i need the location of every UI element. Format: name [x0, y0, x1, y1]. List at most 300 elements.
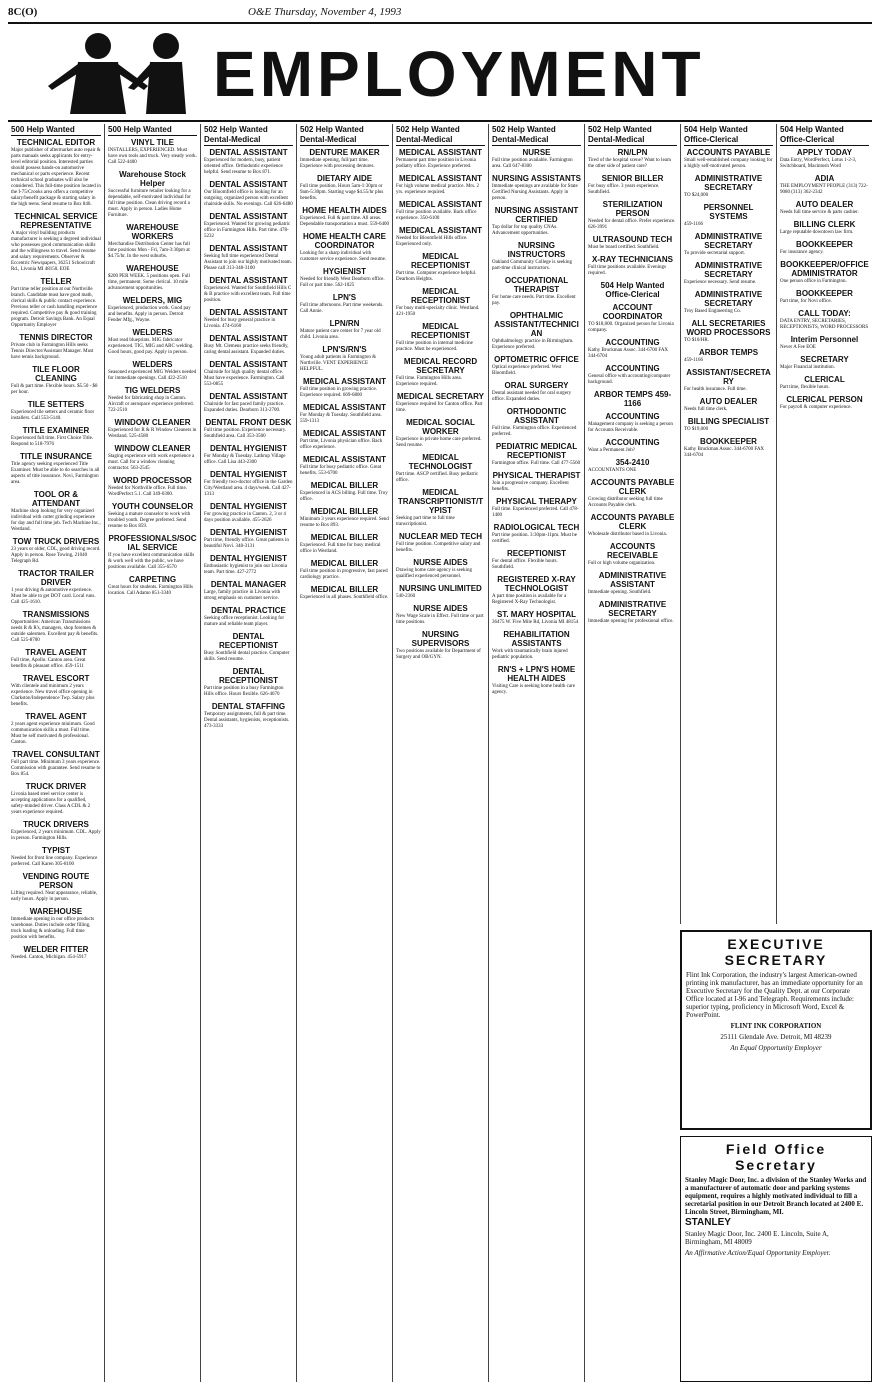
ad-title: CARPETING: [128, 575, 177, 584]
column-5: [392, 124, 488, 1382]
classified-ad: [780, 200, 869, 216]
ad-body: Young adult patients in Farmington & Northville. VENT EXPERIENCE HELPFUL.: [300, 355, 377, 372]
ad-title: EXECUTIVE SECRETARY: [724, 936, 828, 968]
ad-body: Part time, Livonia physician office. Back office experience.: [300, 439, 383, 450]
classified-ad: [588, 412, 677, 434]
classified-ad: [204, 244, 293, 272]
classified-ad: [204, 606, 293, 628]
ad-title: ADMINISTRATIVE SECRETARY: [694, 290, 763, 308]
ad-body: Immediate opening for professional office.: [588, 619, 674, 624]
ad-body: Dental assistant needed for oral surgery office. Expanded duties.: [492, 391, 572, 402]
ad-title: TRAVEL AGENT: [25, 712, 87, 721]
ad-body: Full or high volume organization.: [588, 561, 656, 566]
classified-ad: [300, 403, 389, 425]
classified-ad: [588, 478, 677, 509]
ad-title: BILLING SPECIALIST: [687, 417, 770, 426]
ad-title: Interim Personnel: [790, 335, 859, 344]
classified-ad: [396, 488, 485, 528]
ad-title: TITLE EXAMINER: [22, 426, 90, 435]
ad-body: Oakland Community College is seeking part-time clinical instructors.: [492, 260, 572, 271]
ad-title: SECRETARY: [800, 355, 849, 364]
ad-body: Part time position in a busy Farmington Hills office. Hours flexible. 626-4670: [204, 686, 284, 697]
ad-body: Seeking a mature counselor to work with troubled youth. Degree preferred. Send resume to Box 859.: [108, 512, 191, 529]
classified-ad: [11, 365, 101, 396]
ad-title: TILE SETTERS: [27, 400, 85, 409]
classified-ad: [492, 174, 581, 202]
ad-body: Seeking office receptionist. Looking for mature and reliable team player.: [204, 616, 285, 627]
ad-body: Major publisher of aftermarket auto repair & parts manuals seeks applicants for entry-level editorial position. Interested parties should possess hands-on automotive mechanical or parts experience. Recent technical school graduates will also be considered. This full-time position located in the I-75/Crooks area offers a competitive salary/benefit package & starting salary in the high teens. Send resume to Box 846.: [11, 148, 101, 207]
ad-body: Seasoned experienced MIG Welders needed for immediate openings. Call 422-2510: [108, 370, 197, 381]
ad-title: DENTAL HYGIENIST: [209, 444, 288, 453]
classified-ad: [11, 674, 101, 708]
ad-title: DENTAL ASSISTANT: [209, 392, 288, 401]
ad-body: $200 PER WEEK. 5 positions open. Full time, permanent. Some clerical. 10 mile advancement opportunities.: [108, 274, 190, 291]
ad-body: Tired of the hospital scene? Want to learn the other side of patient care?: [588, 158, 672, 169]
classified-ad: [11, 212, 101, 273]
ad-title: TRAVEL AGENT: [25, 648, 87, 657]
ad-body: Busy Southfield dental practice. Computer skills. Send resume.: [204, 651, 290, 662]
classified-ad: [684, 348, 773, 364]
dateline: O&E Thursday, November 4, 1993: [248, 6, 402, 18]
ad-title: HYGIENIST: [322, 267, 367, 276]
ad-address: Stanley Magic Door, Inc. 2400 E. Lincoln, Suite A, Birmingham, MI 48009: [685, 1230, 829, 1246]
ad-title: ACCOUNTS PAYABLE CLERK: [590, 513, 675, 531]
ad-title: ASSISTANT/SECRETARY: [686, 368, 771, 386]
classified-columns: [8, 124, 872, 1382]
ad-title: DENTAL ASSISTANT: [209, 334, 288, 343]
ad-title: ADMINISTRATIVE ASSISTANT: [598, 571, 667, 589]
ad-title: WAREHOUSE WORKERS: [126, 223, 179, 241]
ad-title: MEDICAL BILLER: [310, 559, 379, 568]
ad-title: Warehouse Stock Helper: [119, 170, 186, 188]
executive-secretary-ad: [680, 930, 872, 1130]
classified-ad: [588, 200, 677, 231]
classified-ad: [588, 303, 677, 334]
ad-title: WAREHOUSE: [29, 907, 83, 916]
column-6: [488, 124, 584, 1382]
ad-body: Large, family practice in Livonia with strong emphasis on customer service.: [204, 590, 281, 601]
ad-title: MEDICAL ASSISTANT: [399, 226, 482, 235]
ad-body: For busy office. 3 years experience. Southfield.: [588, 184, 660, 195]
ad-title: MEDICAL ASSISTANT: [303, 429, 386, 438]
ad-body: Experience in private home care preferred. Send resume.: [396, 437, 482, 448]
ad-body: Farmington office. Full time. Call 477-5560: [492, 461, 581, 466]
ad-body: Full time. Farmington office. Experienced preferred.: [492, 426, 577, 437]
ad-body: One person office in Farmington.: [780, 279, 847, 284]
classified-ad: [11, 400, 101, 422]
column-heading: 504 Help Wanted Office-Clerical: [780, 125, 869, 146]
ad-title: AUTO DEALER: [699, 397, 758, 406]
classified-ad: [11, 277, 101, 329]
ad-title: TRUCK DRIVER: [25, 782, 87, 791]
classified-ad: [684, 417, 773, 433]
classified-ad: [204, 580, 293, 602]
ad-title: SENIOR BILLER: [601, 174, 664, 183]
ad-title: TECHNICAL SERVICE REPRESENTATIVE: [14, 212, 98, 230]
ad-title: DENTAL ASSISTANT: [209, 360, 288, 369]
ad-title: ST. MARY HOSPITAL: [497, 610, 576, 619]
ad-body: ACCOUNTANTS ONE: [588, 468, 637, 473]
ad-body: TO $10/HR.: [684, 338, 709, 343]
ad-title: LPN/RN: [329, 319, 360, 328]
ad-title: REHABILITATION ASSISTANTS: [503, 630, 570, 648]
classified-ad: [396, 148, 485, 170]
ad-body: Experienced in all phases. Southfield office.: [300, 595, 389, 600]
ad-title: MEDICAL BILLER: [310, 481, 379, 490]
classified-ad: [300, 345, 389, 373]
ad-title: HOME HEALTH CARE COORDINATOR: [303, 232, 386, 250]
page-number: 8C(O): [8, 6, 38, 18]
classified-ad: [11, 610, 101, 644]
column-2: [104, 124, 200, 1382]
classified-ad: [204, 667, 293, 698]
ad-title: TRAVEL CONSULTANT: [12, 750, 100, 759]
classified-ad: [204, 502, 293, 524]
ad-body: Full time position. Experience necessary. Southfield area. Call 353-3500: [204, 428, 287, 439]
classified-ad: [684, 397, 773, 413]
column-heading: 504 Help Wanted Office-Clerical: [684, 125, 773, 146]
ad-title: MEDICAL RECORD SECRETARY: [403, 357, 478, 375]
ad-title: DENTAL HYGIENIST: [209, 470, 288, 479]
ad-body: Needed for busy general practice in Livonia. 474-6160: [204, 318, 276, 329]
ad-title: PERSONNEL SYSTEMS: [703, 203, 754, 221]
ad-body: Experience necessary. Send resume.: [684, 280, 757, 285]
field-office-secretary-ad: [680, 1136, 872, 1382]
classified-ad: [108, 534, 197, 571]
classified-ad: [204, 392, 293, 414]
classified-ad: [300, 293, 389, 315]
ad-body: Full time. Experienced preferred. Call 478-1400: [492, 507, 579, 518]
ad-title: AUTO DEALER: [795, 200, 854, 209]
ad-title: OPTOMETRIC OFFICE: [494, 355, 579, 364]
ad-title: TOW TRUCK DRIVERS: [12, 537, 100, 546]
ad-title: TRACTOR TRAILER DRIVER: [18, 569, 94, 587]
ad-title: WINDOW CLEANER: [114, 418, 191, 427]
ad-title: HOME HEALTH AIDES: [302, 206, 387, 215]
ad-body: For health insurance. Full time.: [684, 387, 747, 392]
classified-ad: [492, 523, 581, 545]
ad-body: Immediate opening, full/part time. Experience with processing dentures.: [300, 158, 375, 169]
classified-ad: [780, 395, 869, 411]
ad-body: Full time, Apollo. Canton area. Great benefits & pleasant office. 459-1511: [11, 658, 86, 669]
ad-body: General office with accounting/computer background.: [588, 374, 671, 385]
ad-body: TO $18,000. Organized person for Livonia company.: [588, 322, 674, 333]
column-heading: 502 Help Wanted Dental-Medical: [492, 125, 581, 146]
classified-ad: [11, 846, 101, 868]
classified-ad: [204, 308, 293, 330]
ad-body: Never A Fee EOE: [780, 345, 816, 350]
ad-body: Needed for Northville office. Full time. WordPerfect 5.1. Call 349-0300.: [108, 486, 187, 497]
ad-title: STERILIZATION PERSON: [602, 200, 663, 218]
ad-title: ORAL SURGERY: [504, 381, 569, 390]
ad-body: 1 year driving & automotive experience. Must be able to get DOT card. Local runs. Call 425-1610.: [11, 588, 96, 605]
classified-ad: [204, 554, 293, 576]
ad-title: ORTHODONTIC ASSISTANT: [506, 407, 567, 425]
ad-title: BOOKKEEPER/OFFICE ADMINISTRATOR: [780, 260, 869, 278]
classified-ad: [684, 437, 773, 459]
ad-body: For busy multi-specialty clinic. Westland. 421-1950: [396, 306, 480, 317]
ad-title: ACCOUNTING: [605, 438, 660, 447]
ad-title: REGISTERED X-RAY TECHNOLOGIST: [497, 575, 576, 593]
ad-body: 23 years or older, CDL, good driving record. Apply in person. Rose Towing, 21040 Telegraph Rd.: [11, 547, 101, 564]
classified-ad: [204, 632, 293, 663]
ad-body: Experienced. Wanted for Southfield Hills C & B practice with excellent team. Full time position.: [204, 286, 292, 303]
masthead-rule: [8, 120, 872, 122]
classified-ad: [588, 390, 677, 408]
classified-ad: [492, 630, 581, 661]
ad-body: With clientele and minimum 2 years experience. New travel office opening in Clarkston/Independence Twp. Salary plus benefits.: [11, 684, 95, 707]
ad-title: CALL TODAY:: [798, 309, 851, 318]
ad-body: Needs full time service & parts cashier.: [780, 210, 859, 215]
classified-ad: [492, 276, 581, 307]
classified-ad: [588, 281, 677, 299]
ad-body: Needed for front line company. Experience preferred. Call Karen 305-8100: [11, 856, 98, 867]
classified-ad: [204, 180, 293, 208]
classified-ad: [588, 513, 677, 538]
ad-body: Our Bloomfield office is looking for an outgoing, organized person with excellent chairside skills. No evenings. Call 626-6480: [204, 190, 293, 207]
masthead: [8, 26, 872, 118]
ad-body: Permanent part time position in Livonia podiatry office. Experience preferred.: [396, 158, 476, 169]
classified-ad: [11, 569, 101, 606]
ad-body: Experienced, 2 years minimum. CDL. Apply in person. Farmington Hills.: [11, 830, 101, 841]
ad-title: NURSING SUPERVISORS: [411, 630, 470, 648]
ad-title: NURSE: [522, 148, 551, 157]
ad-title: TIG WELDERS: [124, 386, 181, 395]
classified-ad: [11, 820, 101, 842]
classified-ad: [396, 287, 485, 318]
classified-ad: [11, 426, 101, 448]
ad-title: TITLE INSURANCE: [20, 452, 92, 461]
ad-body: Part time, friendly office. Great patients in beautiful Novi. 348-3131: [204, 538, 289, 549]
ad-body: Wholesale distributor based in Livonia.: [588, 532, 668, 537]
classified-ad: [492, 148, 581, 170]
ad-body: Kathy Bruckman Assoc. 344-6700 FAX 344-6704: [684, 447, 765, 458]
ad-title: ADMINISTRATIVE SECRETARY: [598, 600, 667, 618]
ad-title: VINYL TILE: [131, 138, 174, 147]
column-heading: 502 Help Wanted Dental-Medical: [396, 125, 485, 146]
ad-title: YOUTH COUNSELOR: [111, 502, 194, 511]
ad-title: DENTAL STAFFING: [211, 702, 286, 711]
ad-title: TRAVEL ESCORT: [22, 674, 90, 683]
classified-ad: [108, 386, 197, 414]
ad-title: MEDICAL RECEPTIONIST: [410, 287, 471, 305]
ad-body: Minimum 3 years experience required. Send resume to Box 893.: [300, 517, 389, 528]
ad-body: Chairside for high quality dental office. Must have experience. Farmington. Call 553-0855: [204, 370, 285, 387]
classified-ad: [492, 442, 581, 467]
classified-ad: [108, 138, 197, 166]
ad-body: Experience required for Canton office. Part time.: [396, 402, 483, 413]
ad-title: NURSING ASSISTANTS: [492, 174, 581, 183]
classified-ad: [108, 328, 197, 356]
ad-title: DENTAL ASSISTANT: [209, 212, 288, 221]
ad-title: DENTURE MAKER: [309, 148, 380, 157]
ad-title: ACCOUNTING: [605, 364, 660, 373]
column-heading: 502 Help Wanted Dental-Medical: [300, 125, 389, 146]
ad-title: MEDICAL ASSISTANT: [303, 455, 386, 464]
ad-title: PHYSICAL THERAPIST: [492, 471, 581, 480]
ad-body: Drawing home care agency is seeking qualified experienced personnel.: [396, 568, 472, 579]
ad-title: ACCOUNT COORDINATOR: [602, 303, 663, 321]
ad-body: Immediate openings are available for State Certified Nursing Assistants. Apply in person.: [492, 184, 578, 201]
ad-title: BOOKKEEPER: [796, 289, 853, 298]
ad-title: MEDICAL RECEPTIONIST: [410, 252, 471, 270]
ad-title: MEDICAL BILLER: [310, 533, 379, 542]
ad-body: TO $24,000: [684, 193, 709, 198]
ad-title: MEDICAL ASSISTANT: [303, 377, 386, 386]
ad-title: MEDICAL BILLER: [310, 507, 379, 516]
classified-ad: [684, 368, 773, 393]
ad-body: Seeking part time to full time transcriptionist.: [396, 516, 455, 527]
classified-ad: [588, 571, 677, 596]
ad-body: THE EMPLOYMENT PEOPLE (313) 722-9080 (313) 362-2342: [780, 184, 868, 195]
ad-title: ADMINISTRATIVE SECRETARY: [694, 232, 763, 250]
ad-title: MEDICAL ASSISTANT: [399, 200, 482, 209]
column-heading: 500 Help Wanted: [108, 125, 197, 136]
ad-company: FLINT INK CORPORATION: [730, 1022, 822, 1030]
ad-title: DENTAL HYGIENIST: [209, 528, 288, 537]
ad-title: CLERICAL: [804, 375, 845, 384]
ad-body: Title agency seeking experienced Title Examiner. Must be able to do searches in all aspects of title insurance. Novi, Farmington area.: [11, 462, 100, 485]
ad-body: Work with traumatically brain injured pediatric population.: [492, 649, 568, 660]
classified-ad: [11, 907, 101, 941]
classified-ad: [396, 392, 485, 414]
ad-title: NURSE AIDES: [413, 604, 468, 613]
ad-body: 459-1166: [684, 222, 703, 227]
ad-body: Full time position in progressive, fast paced cardiology practice.: [300, 569, 388, 580]
classified-ad: [684, 148, 773, 170]
classified-ad: [300, 507, 389, 529]
ad-body: Full time position available. Farmington area. Call 647-8300: [492, 158, 573, 169]
ad-body: Must be board certified. Southfield.: [588, 245, 660, 250]
column-heading: 502 Help Wanted Dental-Medical: [204, 125, 293, 146]
classified-ad: [684, 203, 773, 228]
classified-ad: [11, 872, 101, 903]
ad-body: Major Financial institution.: [780, 365, 835, 370]
ad-title: WORD PROCESSOR: [113, 476, 192, 485]
ad-title: ULTRASOUND TECH: [592, 235, 673, 244]
ad-body: For growing practice in Canton. 2, 3 or 4 days position available. 455-2626: [204, 512, 286, 523]
ad-title: NURSING UNLIMITED: [399, 584, 482, 593]
classified-ad: [684, 232, 773, 257]
ad-body: Want a Permanent Job?: [588, 448, 635, 453]
classified-ad: [588, 458, 677, 474]
ad-body: INSTALLERS, EXPERIENCED. Must have own tools and truck. Very steady work. Call 522-4400: [108, 148, 197, 165]
ad-title: RECEPTIONIST: [506, 549, 567, 558]
column-7: [584, 124, 680, 1382]
ad-body: Full time. Farmington Hills area. Experience required.: [396, 376, 462, 387]
classified-ad: [396, 252, 485, 283]
classified-ad: [684, 319, 773, 344]
classified-ad: [780, 220, 869, 236]
classified-ad: [108, 418, 197, 440]
ad-title: DENTAL RECEPTIONIST: [218, 632, 279, 650]
classified-ad: [588, 338, 677, 360]
classified-ad: [396, 630, 485, 661]
ad-body: Seeking full time experienced Dental Assistant to join our highly motivated team. Please call 313-348-3100: [204, 254, 292, 271]
ad-title: DENTAL MANAGER: [210, 580, 287, 589]
ad-body: Full time position in internal medicine practice. Must be experienced.: [396, 341, 473, 352]
classified-ad: [300, 232, 389, 263]
classified-ad: [780, 260, 869, 285]
ad-title: DENTAL ASSISTANT: [209, 308, 288, 317]
classified-ad: [396, 322, 485, 353]
ad-body: Experienced. Wanted for growing pediatric office in Farmington Hills. Part time. 478-5232: [204, 222, 291, 239]
ad-body: Stanley Magic Door, Inc. a division of the Stanley Works and a manufacturer of automatic door and parking systems equipment, requires a highly motivated individual to fill a secretarial position in our Detroit Branch located at 2400 E. Lincoln Street, Birmingham, MI.: [685, 1176, 867, 1216]
classified-ad: [11, 452, 101, 486]
ad-body: Part time position. 3:30pm-11pm. Must be certified.: [492, 533, 577, 544]
ad-title: NUCLEAR MED TECH: [398, 532, 483, 541]
ad-title: WINDOW CLEANER: [114, 444, 191, 453]
classified-ad: [588, 235, 677, 251]
ad-body: Needed. Canton, Michigan. 454-5917: [11, 955, 87, 960]
ad-title: DENTAL PRACTICE: [211, 606, 286, 615]
ad-body: Data Entry, WordPerfect, Lotus 1-2-3, Switchboard, Macintosh Word: [780, 158, 857, 169]
ad-body: 36475 W. Five Mile Rd, Livonia MI 48154: [492, 620, 579, 625]
ad-body: For high volume medical practice. Mrs. 2 yrs. experience required.: [396, 184, 480, 195]
ad-title: RN/LPN: [617, 148, 648, 157]
classified-ad: [492, 610, 581, 626]
ad-body: Small well-established company looking for a highly self-motivated person.: [684, 158, 773, 169]
classified-ad: [684, 290, 773, 315]
ad-title: ADMINISTRATIVE SECRETARY: [694, 174, 763, 192]
ad-body: A part time position is available for a Registered X-Ray Technologist.: [492, 594, 567, 605]
classified-ad: [11, 782, 101, 816]
classified-ad: [204, 148, 293, 176]
ad-body: For Monday & Tuesday. Lathrup Village office. Call Lisa 443-2300: [204, 454, 286, 465]
ad-body: Full time position in growing practice. Experience required. 669-6800: [300, 387, 377, 398]
ad-title: VENDING ROUTE PERSON: [22, 872, 90, 890]
ad-title: DENTAL HYGIENIST: [209, 554, 288, 563]
ad-body: Experienced, production work. Good pay and benefits. Apply in person. Detroit Fender Mfg., Wayne.: [108, 306, 191, 323]
ad-body: Temporary assignments, full & part time. Dental assistants, hygienists, receptionists. 473-3333: [204, 712, 290, 729]
ad-title: OCCUPATIONAL THERAPIST: [504, 276, 569, 294]
classified-ad: [588, 438, 677, 454]
classified-ad: [492, 497, 581, 519]
classified-ad: [492, 549, 581, 571]
ad-body: Experienced full time. First Choice Title. Respond to 518-7976: [11, 436, 94, 447]
ad-body: Immediate opening. Southfield.: [588, 590, 652, 595]
ad-title: TRANSMISSIONS: [22, 610, 90, 619]
ad-body: Experienced in ACS billing. Full time. Troy office.: [300, 491, 388, 502]
ad-body: Looking for a sharp individual with customer service experience. Send resume.: [300, 251, 387, 262]
classified-ad: [492, 471, 581, 493]
classified-ad: [108, 264, 197, 292]
ad-body: Full time positions available. Evenings required.: [588, 265, 666, 276]
classified-ad: [396, 226, 485, 248]
classified-ad: [204, 702, 293, 730]
ad-body: Experienced tile setters and ceramic floor installers. Call 553-5140.: [11, 410, 95, 421]
ad-title: DENTAL HYGIENIST: [209, 502, 288, 511]
ad-body: Growing distributor seeking full time Accounts Payable clerk.: [588, 497, 663, 508]
classified-ad: [396, 200, 485, 222]
ad-title: ACCOUNTS RECEIVABLE: [607, 542, 658, 560]
ad-title: NURSE AIDES: [413, 558, 468, 567]
ad-title: MEDICAL SOCIAL WORKER: [406, 418, 475, 436]
ad-title: DENTAL FRONT DESK: [205, 418, 292, 427]
ad-body: Needed for fabricating shop in Canton. Aircraft or aerospace experience preferred. 722-2510: [108, 396, 194, 413]
classified-ad: [204, 212, 293, 240]
classified-ad: [11, 537, 101, 565]
classified-ad: [396, 532, 485, 554]
ad-title: 354-2410: [615, 458, 650, 467]
classified-ad: [300, 429, 389, 451]
classified-ad: [108, 296, 197, 324]
ad-body: Private club in Farmington Hills seeks Tennis Director/Assistant Manager. Must have tennis background.: [11, 343, 94, 360]
ad-body: Full time position. Competitive salary and benefits.: [396, 542, 481, 553]
ad-title: TRUCK DRIVERS: [23, 820, 89, 829]
classified-ad: [588, 364, 677, 386]
ad-body: Merchandise Distribution Center has full time positions Mon - Fri, 7am-3:30pm at $4.75/hr. In the west suburbs.: [108, 242, 190, 259]
